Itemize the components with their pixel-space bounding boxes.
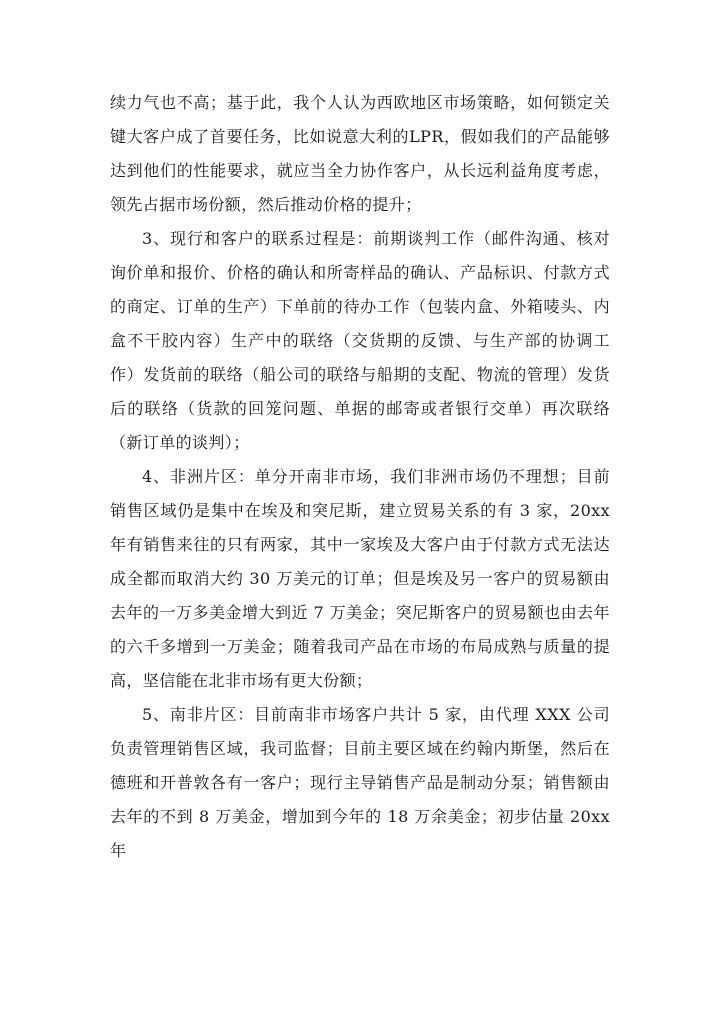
paragraph-africa-region: 4、非洲片区：单分开南非市场，我们非洲市场仍不理想；目前销售区域仍是集中在埃及和突尼斯，建立贸易关系的有 3 家，20xx 年有销售来往的只有两家，其中一家埃及大客户由于付款方式无法达成全都而取消大约 30 万美元的订单；但是埃及另一客户的贸易额由去年的一万多美金增大到近 7 万美金；突尼斯客户的贸易额也由去年的六千多增到一万美金；随着我司产品在市场的布局成熟与质量的提高，坚信能在北非市场有更大份额； <box>110 467 610 690</box>
paragraph-south-africa-region: 5、南非片区：目前南非市场客户共计 5 家，由代理 XXX 公司负责管理销售区域，我司监督；目前主要区域在约翰内斯堡，然后在德班和开普敦各有一客户；现行主导销售产品是制动分泵；销售额由去年的不到 8 万美金，增加到今年的 18 万余美金；初步估量 20xx 年 <box>110 705 610 860</box>
paragraph-customer-contact-process: 3、现行和客户的联系过程是：前期谈判工作（邮件沟通、核对询价单和报价、价格的确认和所寄样品的确认、产品标识、付款方式的商定、订单的生产）下单前的待办工作（包装内盒、外箱唛头、内盒不干胶内容）生产中的联络（交货期的反馈、与生产部的协调工作）发货前的联络（船公司的联络与船期的支配、物流的管理）发货后的联络（货款的回笼问题、单据的邮寄或者银行交单）再次联络（新订单的谈判）； <box>110 229 610 452</box>
document-body <box>110 86 610 868</box>
paragraph-western-europe-strategy: 续力气也不高；基于此，我个人认为西欧地区市场策略，如何锁定关键大客户成了首要任务，比如说意大利的LPR，假如我们的产品能够达到他们的性能要求，就应当全力协作客户，从长远利益角度考虑，领先占据市场份额，然后推动价格的提升； <box>110 93 610 214</box>
